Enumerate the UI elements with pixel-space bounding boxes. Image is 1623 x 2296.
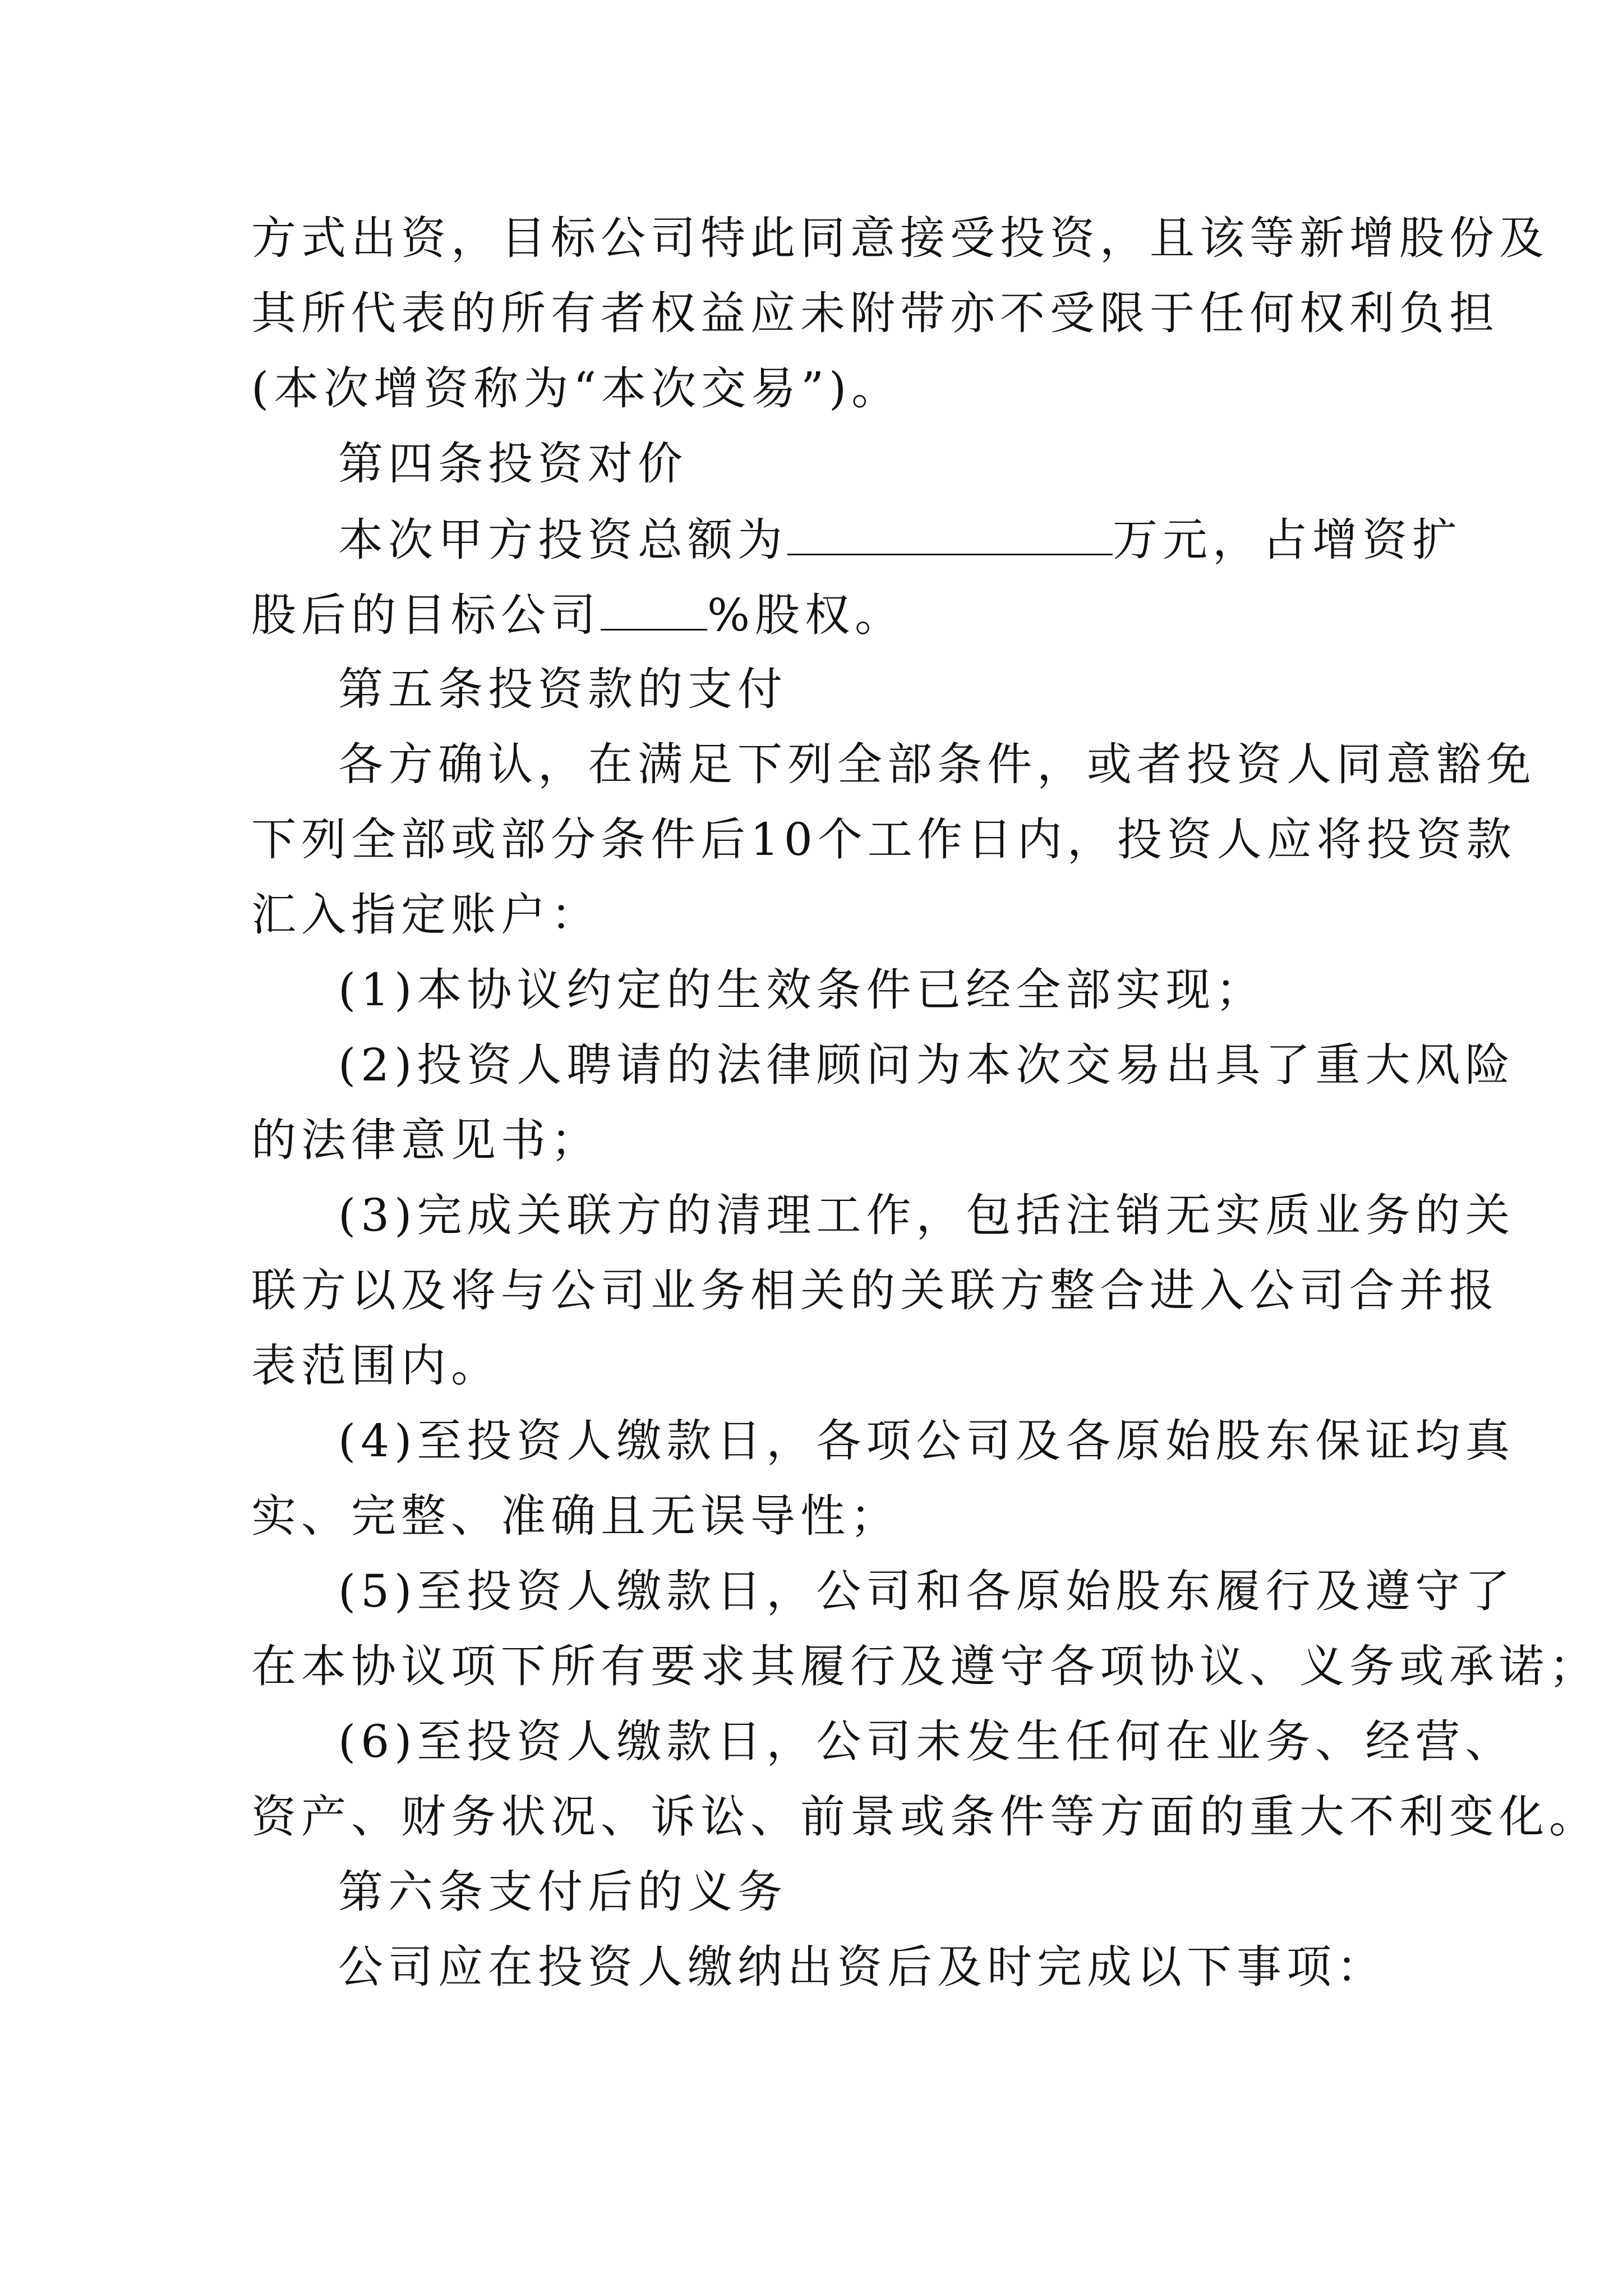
equity-percentage-unit: %股权。 [707, 589, 905, 641]
article-4-line-1 [338, 511, 1462, 568]
condition-4-line-1: (4)至投资人缴款日，各项公司及各原始股东保证均真 [338, 1415, 1515, 1467]
article-6-line-1: 公司应在投资人缴纳出资后及时完成以下事项： [338, 1941, 1386, 1993]
condition-5-line-1: (5)至投资人缴款日，公司和各原始股东履行及遵守了 [338, 1565, 1515, 1617]
condition-6-line-2: 资产、财务状况、诉讼、前景或条件等方面的重大不利变化。 [251, 1791, 1599, 1843]
paragraph-line-2: 其所代表的所有者权益应未附带亦不受限于任何权利负担 [251, 287, 1499, 339]
condition-6-line-1: (6)至投资人缴款日，公司未发生任何在业务、经营、 [338, 1715, 1515, 1768]
condition-1-line-1: (1)本协议约定的生效条件已经全部实现； [338, 964, 1266, 1016]
condition-3-line-3: 表范围内。 [251, 1340, 501, 1392]
article-5-line-1: 各方确认，在满足下列全部条件，或者投资人同意豁免 [338, 738, 1536, 790]
article-4-heading: 第四条投资对价 [338, 438, 688, 490]
condition-2-line-2: 的法律意见书； [251, 1114, 601, 1166]
paragraph-line-3: (本次增资称为“本次交易”)。 [251, 362, 902, 415]
condition-5-line-2: 在本协议项下所有要求其履行及遵守各项协议、义务或承诺； [251, 1640, 1599, 1692]
article-5-line-3: 汇入指定账户： [251, 889, 601, 941]
investment-amount-blank[interactable] [787, 511, 1113, 555]
investment-amount-unit: 万元，占增资扩 [1113, 514, 1462, 566]
condition-4-line-2: 实、完整、准确且无误导性； [251, 1490, 900, 1542]
condition-3-line-2: 联方以及将与公司业务相关的关联方整合进入公司合并报 [251, 1264, 1499, 1317]
condition-2-line-1: (2)投资人聘请的法律顾问为本次交易出具了重大风险 [338, 1039, 1515, 1091]
article-6-heading: 第六条支付后的义务 [338, 1866, 787, 1918]
paragraph-line-1: 方式出资，目标公司特此同意接受投资，且该等新增股份及 [251, 212, 1549, 264]
article-5-heading: 第五条投资款的支付 [338, 663, 787, 715]
equity-percentage-label: 股后的目标公司 [251, 589, 601, 641]
investment-amount-label: 本次甲方投资总额为 [338, 514, 787, 566]
condition-3-line-1: (3)完成关联方的清理工作，包括注销无实质业务的关 [338, 1189, 1515, 1241]
article-5-line-2: 下列全部或部分条件后10个工作日内，投资人应将投资款 [251, 813, 1516, 866]
equity-percentage-blank[interactable] [601, 586, 707, 631]
article-4-line-2 [251, 586, 905, 643]
